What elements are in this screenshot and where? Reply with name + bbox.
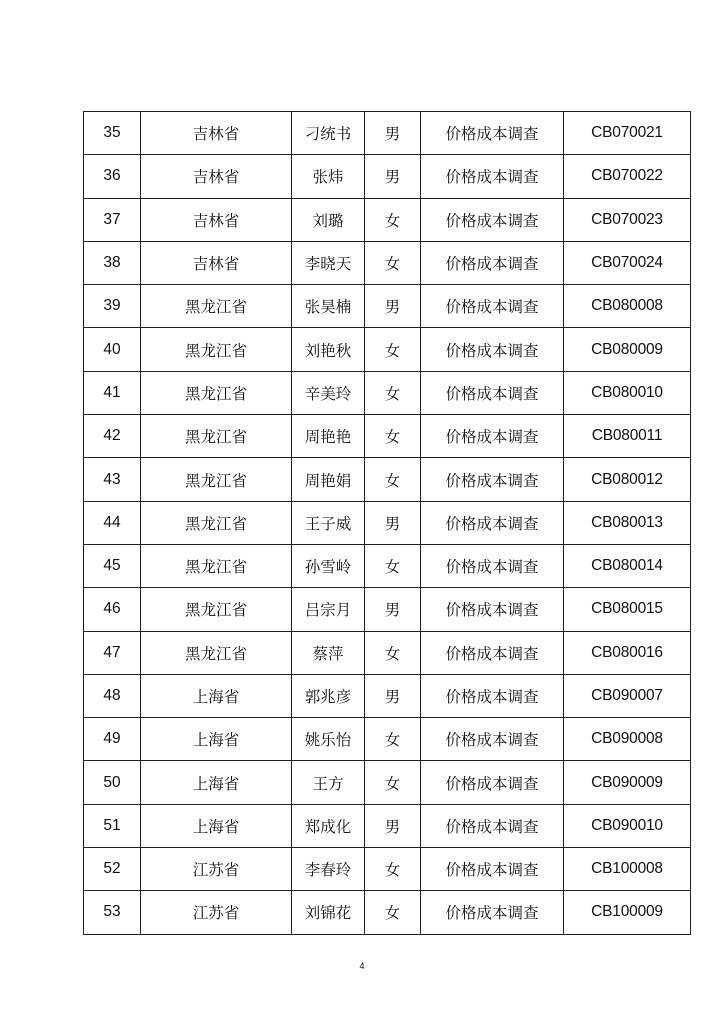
code-cell: CB070022: [564, 155, 691, 198]
table-row: [84, 415, 691, 458]
province-cell: 吉林省: [141, 112, 292, 155]
roster-table: [83, 111, 691, 935]
name-cell: 李晓天: [292, 241, 365, 284]
row-number-cell: 35: [84, 112, 141, 155]
name-cell: 刘艳秋: [292, 328, 365, 371]
gender-cell: 男: [365, 285, 421, 328]
row-number-cell: 46: [84, 588, 141, 631]
name-cell: 姚乐怡: [292, 718, 365, 761]
code-cell: CB090009: [564, 761, 691, 804]
name-cell: 周艳艳: [292, 415, 365, 458]
gender-cell: 女: [365, 848, 421, 891]
table-row: [84, 718, 691, 761]
province-cell: 黑龙江省: [141, 588, 292, 631]
code-cell: CB080011: [564, 415, 691, 458]
table-row: [84, 198, 691, 241]
province-cell: 江苏省: [141, 891, 292, 934]
row-number-cell: 42: [84, 415, 141, 458]
name-cell: 孙雪岭: [292, 544, 365, 587]
name-cell: 郭兆彦: [292, 674, 365, 717]
project-cell: 价格成本调查: [421, 285, 564, 328]
row-number-cell: 51: [84, 804, 141, 847]
row-number-cell: 53: [84, 891, 141, 934]
code-cell: CB070023: [564, 198, 691, 241]
name-cell: 张炜: [292, 155, 365, 198]
row-number-cell: 38: [84, 241, 141, 284]
province-cell: 黑龙江省: [141, 501, 292, 544]
name-cell: 蔡萍: [292, 631, 365, 674]
gender-cell: 女: [365, 241, 421, 284]
row-number-cell: 41: [84, 371, 141, 414]
name-cell: 刘璐: [292, 198, 365, 241]
province-cell: 上海省: [141, 674, 292, 717]
name-cell: 刘锦花: [292, 891, 365, 934]
table-row: [84, 285, 691, 328]
project-cell: 价格成本调查: [421, 761, 564, 804]
row-number-cell: 44: [84, 501, 141, 544]
province-cell: 上海省: [141, 761, 292, 804]
province-cell: 黑龙江省: [141, 371, 292, 414]
table-row: [84, 371, 691, 414]
project-cell: 价格成本调查: [421, 674, 564, 717]
name-cell: 周艳娟: [292, 458, 365, 501]
province-cell: 上海省: [141, 718, 292, 761]
code-cell: CB100009: [564, 891, 691, 934]
row-number-cell: 40: [84, 328, 141, 371]
project-cell: 价格成本调查: [421, 588, 564, 631]
code-cell: CB080010: [564, 371, 691, 414]
gender-cell: 男: [365, 501, 421, 544]
gender-cell: 男: [365, 588, 421, 631]
table-row: [84, 328, 691, 371]
name-cell: 李春玲: [292, 848, 365, 891]
province-cell: 黑龙江省: [141, 458, 292, 501]
code-cell: CB080013: [564, 501, 691, 544]
code-cell: CB090007: [564, 674, 691, 717]
row-number-cell: 39: [84, 285, 141, 328]
table-row: [84, 501, 691, 544]
name-cell: 王子威: [292, 501, 365, 544]
province-cell: 上海省: [141, 804, 292, 847]
code-cell: CB080008: [564, 285, 691, 328]
name-cell: 刁统书: [292, 112, 365, 155]
project-cell: 价格成本调查: [421, 198, 564, 241]
row-number-cell: 37: [84, 198, 141, 241]
table-row: [84, 804, 691, 847]
row-number-cell: 47: [84, 631, 141, 674]
name-cell: 王方: [292, 761, 365, 804]
gender-cell: 男: [365, 155, 421, 198]
province-cell: 黑龙江省: [141, 415, 292, 458]
project-cell: 价格成本调查: [421, 631, 564, 674]
row-number-cell: 43: [84, 458, 141, 501]
table-row: [84, 631, 691, 674]
gender-cell: 女: [365, 198, 421, 241]
row-number-cell: 50: [84, 761, 141, 804]
province-cell: 江苏省: [141, 848, 292, 891]
province-cell: 黑龙江省: [141, 328, 292, 371]
project-cell: 价格成本调查: [421, 458, 564, 501]
gender-cell: 女: [365, 544, 421, 587]
province-cell: 吉林省: [141, 155, 292, 198]
code-cell: CB070024: [564, 241, 691, 284]
table-row: [84, 761, 691, 804]
project-cell: 价格成本调查: [421, 718, 564, 761]
code-cell: CB090008: [564, 718, 691, 761]
project-cell: 价格成本调查: [421, 501, 564, 544]
gender-cell: 女: [365, 631, 421, 674]
name-cell: 郑成化: [292, 804, 365, 847]
row-number-cell: 52: [84, 848, 141, 891]
name-cell: 吕宗月: [292, 588, 365, 631]
project-cell: 价格成本调查: [421, 241, 564, 284]
table-row: [84, 241, 691, 284]
province-cell: 黑龙江省: [141, 544, 292, 587]
row-number-cell: 45: [84, 544, 141, 587]
project-cell: 价格成本调查: [421, 891, 564, 934]
code-cell: CB100008: [564, 848, 691, 891]
row-number-cell: 48: [84, 674, 141, 717]
province-cell: 黑龙江省: [141, 631, 292, 674]
gender-cell: 女: [365, 718, 421, 761]
table-row: [84, 544, 691, 587]
table-row: [84, 674, 691, 717]
code-cell: CB080009: [564, 328, 691, 371]
table-row: [84, 155, 691, 198]
row-number-cell: 49: [84, 718, 141, 761]
gender-cell: 男: [365, 112, 421, 155]
gender-cell: 女: [365, 891, 421, 934]
project-cell: 价格成本调查: [421, 155, 564, 198]
table-row: [84, 458, 691, 501]
table-row: [84, 848, 691, 891]
gender-cell: 女: [365, 415, 421, 458]
table-row: [84, 112, 691, 155]
gender-cell: 女: [365, 761, 421, 804]
page-number: 4: [359, 961, 365, 971]
table-row: [84, 588, 691, 631]
code-cell: CB080012: [564, 458, 691, 501]
province-cell: 吉林省: [141, 241, 292, 284]
code-cell: CB070021: [564, 112, 691, 155]
code-cell: CB080015: [564, 588, 691, 631]
project-cell: 价格成本调查: [421, 804, 564, 847]
gender-cell: 男: [365, 804, 421, 847]
project-cell: 价格成本调查: [421, 544, 564, 587]
row-number-cell: 36: [84, 155, 141, 198]
gender-cell: 女: [365, 458, 421, 501]
project-cell: 价格成本调查: [421, 848, 564, 891]
code-cell: CB090010: [564, 804, 691, 847]
code-cell: CB080014: [564, 544, 691, 587]
name-cell: 张昊楠: [292, 285, 365, 328]
table-row: [84, 891, 691, 934]
name-cell: 辛美玲: [292, 371, 365, 414]
code-cell: CB080016: [564, 631, 691, 674]
project-cell: 价格成本调查: [421, 328, 564, 371]
gender-cell: 男: [365, 674, 421, 717]
province-cell: 黑龙江省: [141, 285, 292, 328]
province-cell: 吉林省: [141, 198, 292, 241]
gender-cell: 女: [365, 328, 421, 371]
project-cell: 价格成本调查: [421, 112, 564, 155]
roster-table-body: [84, 112, 691, 935]
project-cell: 价格成本调查: [421, 415, 564, 458]
gender-cell: 女: [365, 371, 421, 414]
project-cell: 价格成本调查: [421, 371, 564, 414]
